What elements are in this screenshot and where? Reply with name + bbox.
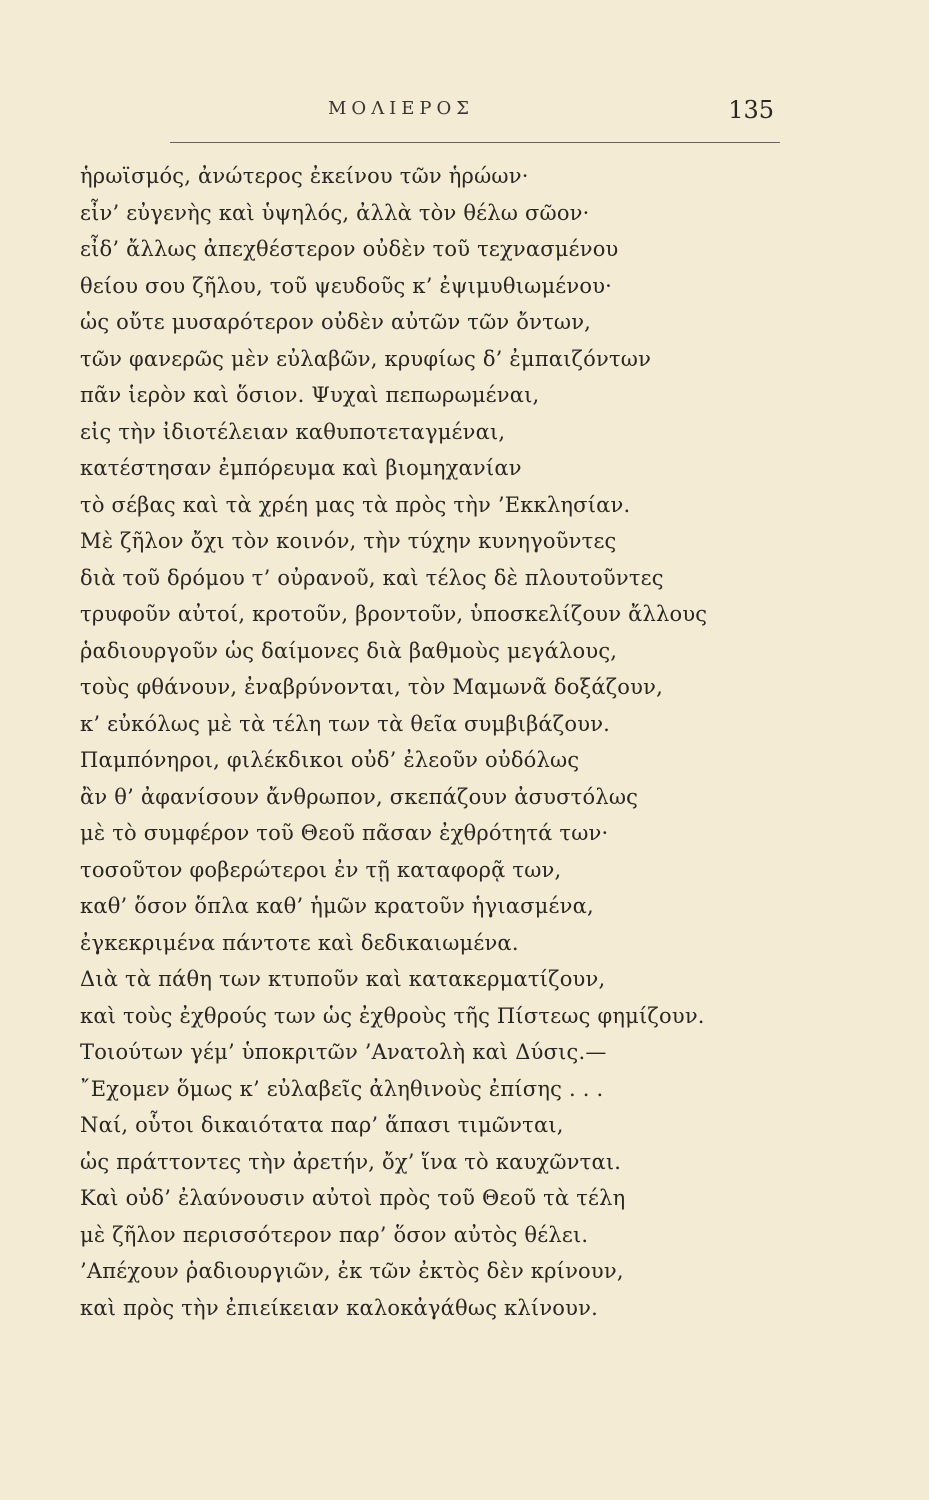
text-line: Διὰ τὰ πάθη των κτυποῦν καὶ κατακερματίζουν,: [80, 967, 606, 991]
text-line: ὡς οὔτε μυσαρότερον οὐδὲν αὐτῶν τῶν ὄντων,: [80, 310, 592, 334]
text-line: τοὺς φθάνουν, ἐναβρύνονται, τὸν Μαμωνᾶ δοξάζουν,: [80, 675, 663, 699]
text-line: εἶδ’ ἄλλως ἀπεχθέστερον οὐδὲν τοῦ τεχνασμένου: [80, 237, 619, 261]
text-line: Παμπόνηροι, φιλέκδικοι οὐδ’ ἐλεοῦν οὐδόλως: [80, 748, 580, 772]
text-line: πᾶν ἱερὸν καὶ ὅσιον. Ψυχαὶ πεπωρωμέναι,: [80, 383, 540, 407]
text-line: ἂν θ’ ἀφανίσουν ἄνθρωπον, σκεπάζουν ἀσυστόλως: [80, 784, 639, 809]
text-line: εἰς τὴν ἰδιοτέλειαν καθυποτεταγμέναι,: [80, 419, 506, 444]
text-line: κατέστησαν ἐμπόρευμα καὶ βιομηχανίαν: [80, 456, 522, 480]
page-header: [80, 98, 780, 138]
text-line: καὶ τοὺς ἐχθρούς των ὡς ἐχθροὺς τῆς Πίστεως φημίζουν.: [80, 1003, 705, 1028]
text-line: τὸ σέβας καὶ τὰ χρέη μας τὰ πρὸς τὴν ’Εκκλησίαν.: [80, 492, 631, 517]
text-line: Τοιούτων γέμ’ ὑποκριτῶν ’Ανατολὴ καὶ Δύσις.—: [80, 1040, 607, 1064]
text-line: διὰ τοῦ δρόμου τ’ οὐρανοῦ, καὶ τέλος δὲ πλουτοῦντες: [80, 565, 664, 590]
text-line: εἶν’ εὐγενὴς καὶ ὑψηλός, ἀλλὰ τὸν θέλω σῶον·: [80, 200, 590, 225]
text-line: μὲ ζῆλον περισσότερον παρ’ ὅσον αὐτὸς θέλει.: [80, 1222, 589, 1247]
text-line: Ναί, οὗτοι δικαιότατα παρ’ ἅπασι τιμῶνται,: [80, 1113, 564, 1137]
text-line: ἐγκεκριμένα πάντοτε καὶ δεδικαιωμένα.: [80, 930, 519, 955]
text-line: καὶ πρὸς τὴν ἐπιείκειαν καλοκἀγάθως κλίνουν.: [80, 1295, 598, 1320]
text-line: Μὲ ζῆλον ὄχι τὸν κοινόν, τὴν τύχην κυνηγοῦντες: [80, 529, 617, 553]
text-line: μὲ τὸ συμφέρον τοῦ Θεοῦ πᾶσαν ἐχθρότητά των·: [80, 821, 609, 845]
header-rule: [170, 142, 780, 143]
text-line: θείου σου ζῆλου, τοῦ ψευδοῦς κ’ ἐψιμυθιωμένου·: [80, 273, 613, 298]
text-line: καθ’ ὅσον ὅπλα καθ’ ἡμῶν κρατοῦν ἡγιασμένα,: [80, 894, 594, 918]
text-line: Καὶ οὐδ’ ἐλαύνουσιν αὐτοὶ πρὸς τοῦ Θεοῦ τὰ τέλη: [80, 1186, 626, 1210]
text-line: τῶν φανερῶς μὲν εὐλαβῶν, κρυφίως δ’ ἐμπαιζόντων: [80, 346, 652, 371]
text-line: ’Απέχουν ῥαδιουργιῶν, ἐκ τῶν ἐκτὸς δὲν κρίνουν,: [80, 1259, 624, 1283]
text-line: ῎Εχομεν ὅμως κ’ εὐλαβεῖς ἀληθινοὺς ἐπίσης . . .: [80, 1076, 604, 1101]
poem-text: [80, 158, 760, 1326]
text-line: τοσοῦτον φοβερώτεροι ἐν τῇ καταφορᾷ των,: [80, 857, 562, 882]
text-line: ἡρωϊσμός, ἀνώτερος ἐκείνου τῶν ἡρώων·: [80, 164, 529, 188]
text-line: τρυφοῦν αὐτοί, κροτοῦν, βροντοῦν, ὑποσκελίζουν ἄλλους: [80, 602, 708, 626]
page-number: 135: [728, 96, 774, 124]
text-line: κ’ εὐκόλως μὲ τὰ τέλη των τὰ θεῖα συμβιβάζουν.: [80, 711, 611, 736]
text-line: ὡς πράττοντες τὴν ἀρετήν, ὄχ’ ἵνα τὸ καυχῶνται.: [80, 1149, 622, 1174]
text-line: ῥαδιουργοῦν ὡς δαίμονες διὰ βαθμοὺς μεγάλους,: [80, 638, 618, 663]
running-title: ΜΟΛΙΕΡΟΣ: [328, 98, 475, 119]
